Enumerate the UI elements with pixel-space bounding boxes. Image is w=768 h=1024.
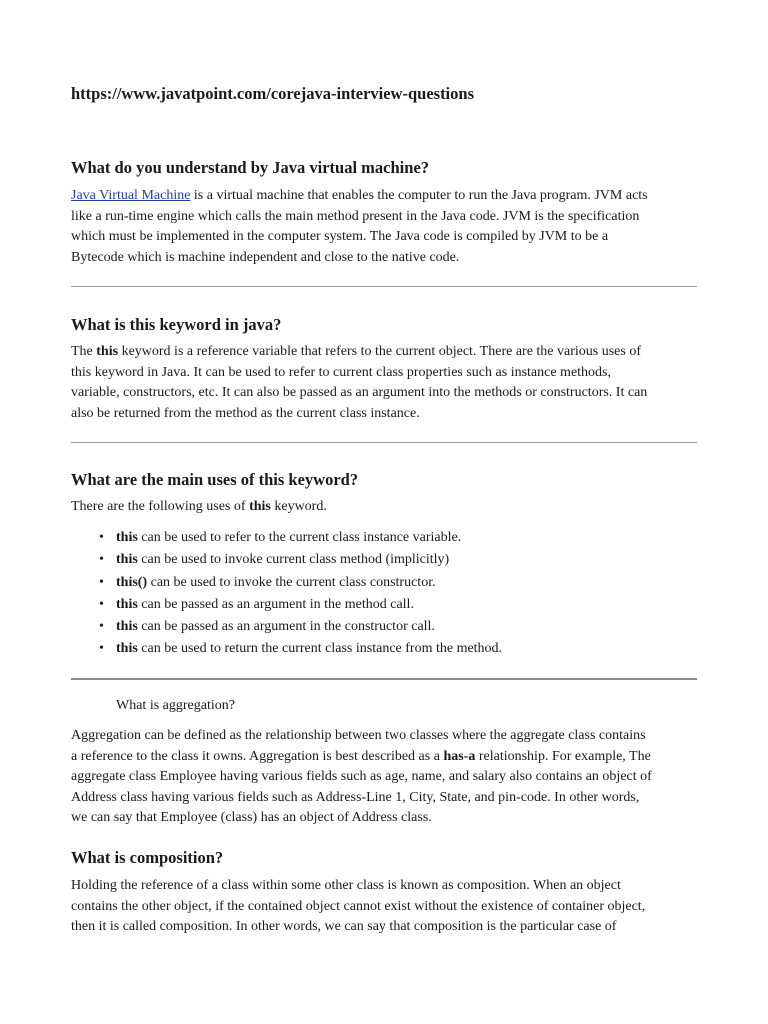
- list-item: • this can be used to refer to the current class instance variable.: [71, 527, 502, 549]
- list-item: • this() can be used to invoke the current class constructor.: [71, 572, 502, 594]
- list-item: • this can be passed as an argument in the constructor call.: [71, 616, 502, 638]
- paragraph-uses-intro: There are the following uses of this keyword.: [71, 499, 327, 514]
- bullet-icon: •: [99, 596, 104, 612]
- paragraph-jvm: Java Virtual Machine is a virtual machine that enables the computer to run the Java program. JVM acts like a run-time engine which calls the main method present in the Java code. JVM is the specification which must be implemented in the computer system. The Java code is compiled by JVM to be a Bytecode which is machine independent and close to the native code.: [71, 188, 648, 265]
- list-item: • this can be used to invoke current class method (implicitly): [71, 549, 502, 571]
- bullet-icon: •: [99, 530, 104, 545]
- bullet-icon: •: [99, 641, 104, 657]
- bullet-icon: •: [99, 619, 104, 635]
- list-item: • this can be passed as an argument in the method call.: [71, 594, 502, 616]
- list-item: • this can be used to return the current class instance from the method.: [71, 638, 502, 660]
- divider: [71, 442, 697, 443]
- paragraph-composition: Holding the reference of a class within some other class is known as composition. When an object contains the other object, if the contained object cannot exist without the existence of container object, then it is called composition. In other words, we can say that composition is the particular case of: [71, 878, 646, 934]
- bullet-icon: •: [99, 552, 104, 568]
- uses-list: [71, 527, 502, 661]
- divider: [71, 678, 697, 680]
- heading-composition: What is composition?: [71, 848, 224, 867]
- source-url: https://www.javatpoint.com/corejava-interview-questions: [71, 84, 474, 103]
- java-virtual-machine-link[interactable]: Java Virtual Machine: [71, 188, 191, 203]
- heading-jvm: What do you understand by Java virtual machine?: [71, 158, 430, 177]
- heading-this-keyword: What is this keyword in java?: [71, 315, 282, 334]
- paragraph-this-keyword: The this keyword is a reference variable that refers to the current object. There are the various uses of this keyword in Java. It can be used to refer to current class properties such as instance methods, variable, constructors, etc. It can also be passed as an argument into the methods or constructors. It can also be returned from the method as the current class instance.: [71, 344, 648, 421]
- heading-uses-of-this: What are the main uses of this keyword?: [71, 470, 359, 489]
- bullet-icon: •: [99, 574, 104, 590]
- divider: [71, 286, 697, 287]
- paragraph-aggregation: Aggregation can be defined as the relationship between two classes where the aggregate class contains a reference to the class it owns. Aggregation is best described as a has-a relationship. For example, The aggregate class Employee having various fields such as age, name, and salary also contains an object of Address class having various fields such as Address-Line 1, City, State, and pin-code. In other words, we can say that Employee (class) has an object of Address class.: [71, 728, 652, 825]
- heading-aggregation: What is aggregation?: [116, 698, 235, 713]
